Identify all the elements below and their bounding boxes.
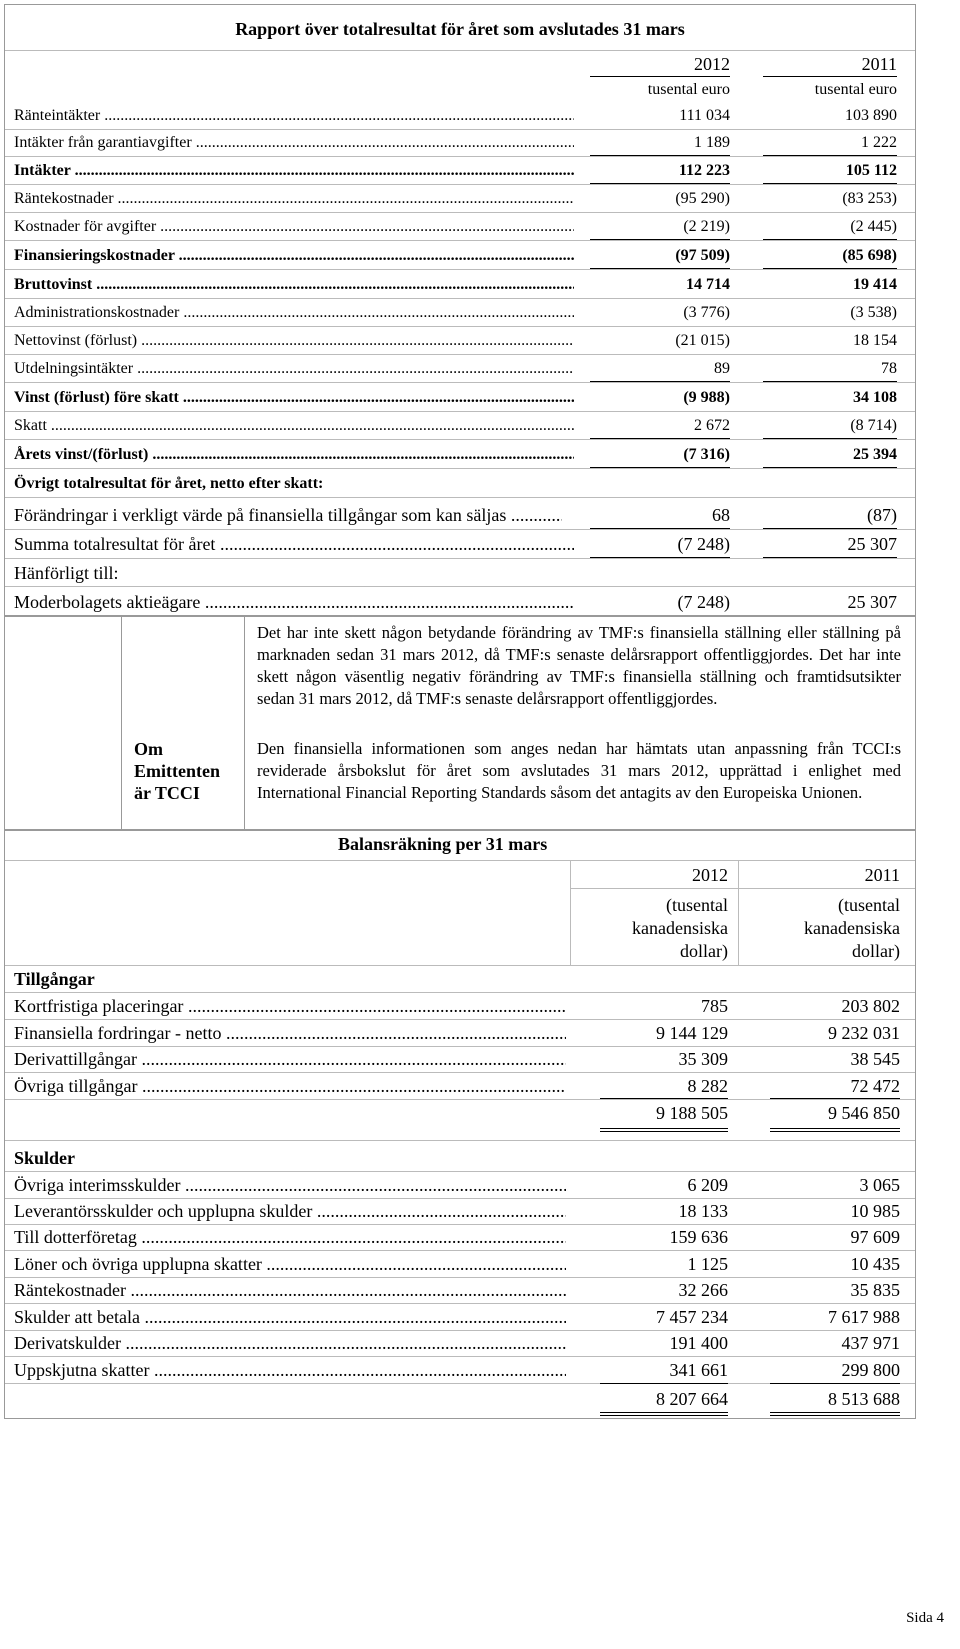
income-row-value-2012: 14 714 [686,276,730,293]
row-separator [5,184,915,185]
row-separator [5,558,915,559]
row-separator [5,382,915,383]
asset-row-label: Derivattillgångar ..... [14,1048,566,1070]
income-row-value-2011: 103 890 [845,107,897,124]
income-attrib-value-2011: 25 307 [847,592,897,612]
row-separator [5,129,915,130]
row-separator [5,468,915,469]
row-separator [5,1356,915,1357]
liabilities-total-2012: 8 207 664 [656,1389,728,1409]
income-row-label: Nettovinst (förlust) ..... [14,331,574,351]
liability-row-label: Räntekostnader ..... [14,1279,566,1301]
issuer-label-line2: Emittenten [134,761,220,781]
income-row-label: Ränteintäkter ..... [14,106,574,126]
row-separator [5,354,915,355]
row-separator [5,298,915,299]
income-row-value-2011: 105 112 [845,162,897,179]
income-row-value-2012: (2 219) [683,218,730,235]
income-row-value-2012: 1 189 [694,134,730,151]
row-separator [5,1224,915,1225]
row-separator [5,326,915,327]
row-separator [5,1171,915,1172]
issuer-label-line3: är TCCI [134,783,200,803]
underline [770,1098,900,1099]
income-attrib-label: Moderbolagets aktieägare ..... [14,591,574,613]
income-row-value-2012: (7 316) [683,446,730,463]
row-separator [5,240,915,241]
income-other-label: Förändringar i verkligt värde på finansiella tillgångar som kan säljas ..... [14,504,562,526]
row-separator [5,1140,915,1141]
row-separator [5,1072,915,1073]
underline [770,1128,900,1129]
issuer-paragraph-2: Den finansiella informationen som anges nedan har hämtats utan anpassning från TCCI:s reviderade årsbokslut för året som avslutades 31 mars 2012, upprättad i enlighet med International Financial Reporting Standards såsom det antagits av den Europeiska Unionen. [257,739,901,802]
income-row-label: Kostnader för avgifter ..... [14,217,574,237]
income-row-value-2012: 111 034 [679,107,730,124]
row-separator [5,1198,915,1199]
underline [763,467,897,468]
page-number: Sida 4 [906,1610,944,1626]
asset-row-value-2012: 35 309 [678,1049,728,1069]
income-other-value-2012: 68 [712,505,730,525]
underline [590,239,730,240]
income-title: Rapport över totalresultat för året som avslutades 31 mars [235,19,685,39]
underline [600,1098,728,1099]
row-separator [5,1250,915,1251]
income-other-heading: Övrigt totalresultat för året, netto efter skatt: [14,475,324,492]
issuer-paragraph-1: Det har inte skett någon betydande förändring av TMF:s finansiella ställning eller ställning på marknaden sedan 31 mars 2012, då TMF:s senaste delårsrapport offentliggjordes. Det har inte skett någon väsentlig negativ förändring av TMF:s finansiella ställning och framtidsutsikter sedan 31 mars 2012, då TMF:s senaste delårsrapport offentliggjordes. [257,623,901,708]
row-separator [5,212,915,213]
row-separator [5,1099,915,1100]
underline [600,1383,728,1384]
liability-row-label: Övriga interimsskulder ..... [14,1174,566,1196]
income-attrib-value-2012: (7 248) [677,592,730,612]
liability-row-label: Uppskjutna skatter ..... [14,1359,566,1381]
underline [763,155,897,156]
income-other-value-2011: (87) [867,505,897,525]
income-year-2011: 2011 [861,54,897,74]
income-other-label: Summa totalresultat för året ..... [14,533,574,555]
underline [590,381,730,382]
liability-row-label: Löner och övriga upplupna skatter ..... [14,1253,566,1275]
underline [590,268,730,269]
balance-unit-2012-line2: kanadensiska [632,918,728,938]
assets-total-2012: 9 188 505 [656,1103,728,1123]
underline [590,467,730,468]
balance-title: Balansräkning per 31 mars [338,834,548,854]
income-unit-2011: tusental euro [814,81,897,98]
balance-unit-2011-line3: dollar) [852,941,900,961]
row-separator [5,269,915,270]
issuer-label-line1: Om [134,739,163,759]
balance-year-2012: 2012 [692,865,728,885]
underline [770,1412,900,1413]
income-row-value-2012: 2 672 [694,417,730,434]
income-row-value-2011: (2 445) [850,218,897,235]
income-row-value-2011: (3 538) [850,304,897,321]
income-row-label: Administrationskostnader ..... [14,303,574,323]
row-separator [5,411,915,412]
income-row-value-2011: 19 414 [853,276,897,293]
income-row-value-2011: 1 222 [861,134,897,151]
income-row-value-2012: (9 988) [683,389,730,406]
row-separator [5,992,915,993]
income-year-2012: 2012 [694,54,730,74]
underline [600,1128,728,1129]
income-row-value-2011: 25 394 [853,446,897,463]
income-other-value-2012: (7 248) [677,534,730,554]
income-row-label: Finansieringskostnader ..... [14,246,574,266]
income-row-value-2011: 18 154 [853,332,897,349]
liabilities-heading: Skulder [14,1148,76,1168]
income-row-value-2012: 112 223 [678,162,730,179]
liability-row-value-2011: 97 609 [850,1227,900,1247]
liability-row-value-2011: 35 835 [850,1280,900,1300]
asset-row-value-2012: 9 144 129 [656,1023,728,1043]
row-separator [5,1277,915,1278]
row-separator [5,497,915,498]
row-separator [5,1019,915,1020]
underline [763,381,897,382]
asset-row-value-2012: 8 282 [687,1076,728,1096]
liability-row-value-2011: 437 971 [841,1333,900,1353]
underline [600,1412,728,1413]
underline [600,1415,728,1416]
underline [590,183,730,184]
underline [590,155,730,156]
liability-row-value-2012: 18 133 [678,1201,728,1221]
liability-row-label: Derivatskulder ..... [14,1332,566,1354]
liability-row-value-2011: 7 617 988 [828,1307,900,1327]
underline [763,239,897,240]
income-row-label: Vinst (förlust) före skatt ..... [14,388,574,408]
row-separator [5,439,915,440]
underline [763,438,897,439]
income-attrib-heading: Hänförligt till: [14,563,119,583]
underline [763,183,897,184]
row-separator [5,529,915,530]
row-separator [5,586,915,587]
liability-row-value-2012: 32 266 [678,1280,728,1300]
income-other-value-2011: 25 307 [847,534,897,554]
asset-row-value-2011: 38 545 [850,1049,900,1069]
underline [763,268,897,269]
row-separator [5,156,915,157]
liability-row-label: Skulder att betala ..... [14,1306,566,1328]
income-row-value-2012: 89 [714,360,730,377]
income-row-label: Bruttovinst ..... [14,275,574,295]
asset-row-value-2011: 203 802 [841,996,900,1016]
balance-unit-2011-line2: kanadensiska [804,918,900,938]
liability-row-value-2011: 10 435 [850,1254,900,1274]
income-unit-2012: tusental euro [647,81,730,98]
income-row-value-2011: 34 108 [853,389,897,406]
liability-row-label: Till dotterföretag ..... [14,1226,566,1248]
row-separator [5,1303,915,1304]
income-row-label: Intäkter ..... [14,161,574,181]
asset-row-label: Kortfristiga placeringar ..... [14,995,566,1017]
underline [590,438,730,439]
liability-row-value-2012: 191 400 [669,1333,728,1353]
asset-row-label: Finansiella fordringar - netto ..... [14,1022,566,1044]
liability-row-value-2011: 10 985 [850,1201,900,1221]
balance-unit-2012-line3: dollar) [680,941,728,961]
underline [770,1131,900,1132]
liability-row-value-2012: 159 636 [669,1227,728,1247]
income-row-value-2012: (21 015) [675,332,730,349]
asset-row-value-2011: 9 232 031 [828,1023,900,1043]
assets-total-2011: 9 546 850 [828,1103,900,1123]
underline [770,1415,900,1416]
liability-row-value-2011: 3 065 [859,1175,900,1195]
assets-heading: Tillgångar [14,969,95,989]
liability-row-value-2012: 341 661 [669,1360,728,1380]
income-row-label: Räntekostnader ..... [14,189,574,209]
row-separator [5,1046,915,1047]
underline [770,1383,900,1384]
liability-row-value-2012: 7 457 234 [656,1307,728,1327]
liability-row-label: Leverantörsskulder och upplupna skulder ..... [14,1200,566,1222]
income-row-value-2012: (95 290) [675,190,730,207]
underline [600,1131,728,1132]
income-row-value-2012: (3 776) [683,304,730,321]
income-row-value-2011: (8 714) [850,417,897,434]
liabilities-total-2011: 8 513 688 [828,1389,900,1409]
liability-row-value-2012: 1 125 [687,1254,728,1274]
liability-row-value-2012: 6 209 [687,1175,728,1195]
income-row-label: Intäkter från garantiavgifter ..... [14,133,574,153]
row-separator [5,1330,915,1331]
income-row-value-2012: (97 509) [675,247,730,264]
asset-row-label: Övriga tillgångar ..... [14,1075,566,1097]
income-row-label: Årets vinst/(förlust) ..... [14,445,574,465]
income-row-value-2011: (83 253) [842,190,897,207]
income-row-value-2011: 78 [881,360,897,377]
asset-row-value-2011: 72 472 [850,1076,900,1096]
balance-year-2011: 2011 [864,865,900,885]
balance-unit-2011-line1: (tusental [838,895,900,915]
income-row-label: Utdelningsintäkter ..... [14,359,574,379]
income-row-value-2011: (85 698) [842,247,897,264]
liability-row-value-2011: 299 800 [841,1360,900,1380]
income-row-label: Skatt ..... [14,416,574,436]
asset-row-value-2012: 785 [701,996,728,1016]
balance-unit-2012-line1: (tusental [666,895,728,915]
